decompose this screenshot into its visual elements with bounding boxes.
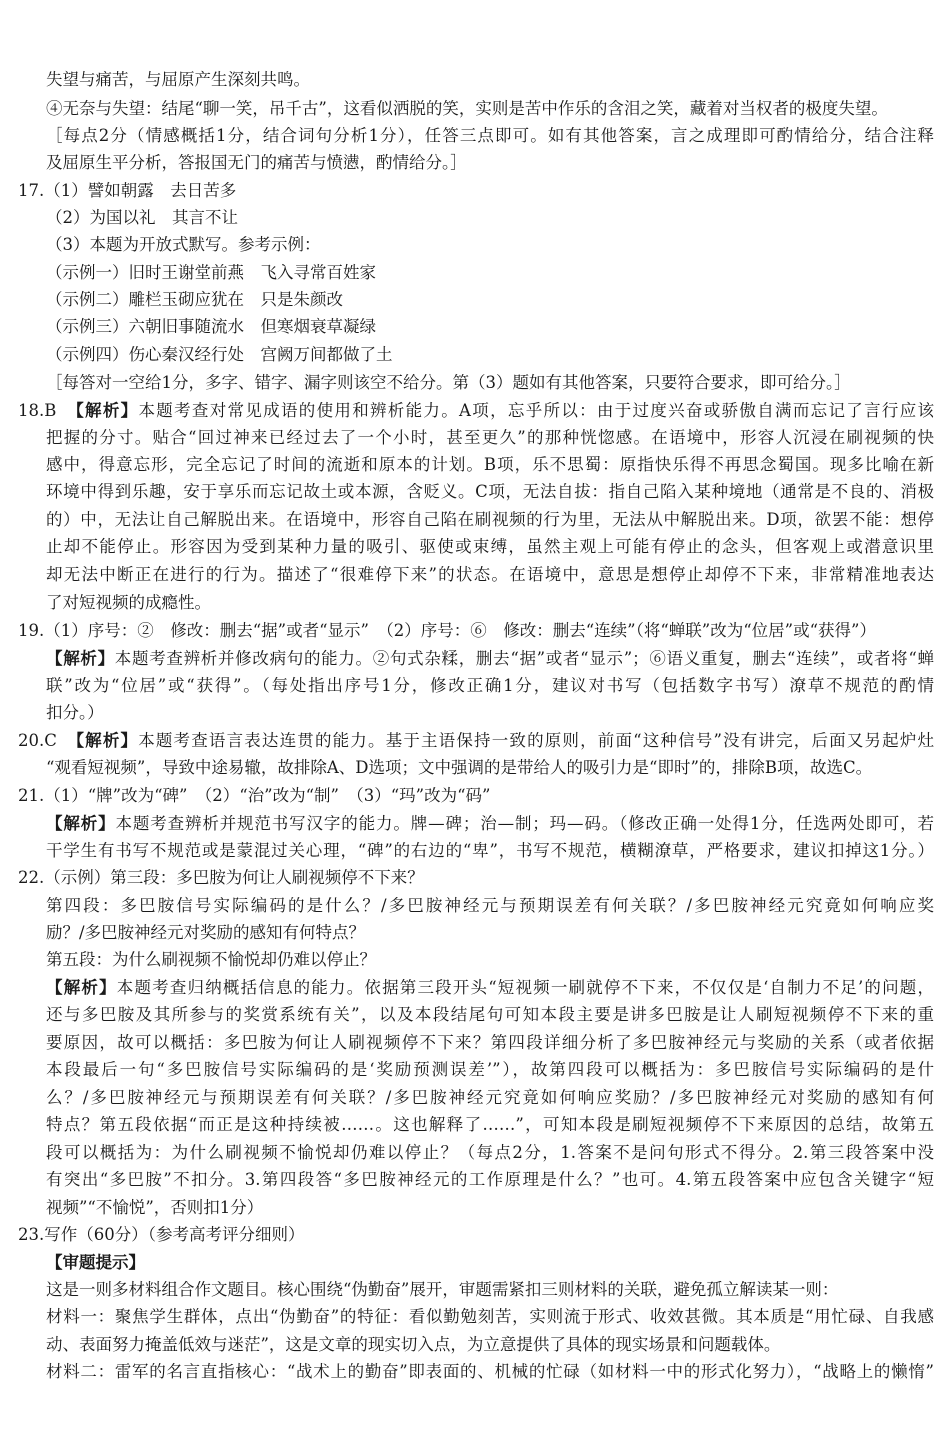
text-segment: 及屈原生平分析，答报国无门的痛苦与愤懑，酌情给分。］ xyxy=(46,153,467,172)
text-segment: ④无奈与失望：结尾“聊一笑，吊千古”，这看似洒脱的笑，实则是苦中作乐的含泪之笑，藏着对当权者的极度失望。 xyxy=(46,99,888,118)
text-segment: 特点？第五段依据“而正是这种持续被……。这也解释了……”，可知本段是刷短视频停不下来原因的总结，故第五 xyxy=(46,1115,934,1134)
text-segment: 21.（1）“牌”改为“碑” （2）“治”改为“制” （3）“玛”改为“码” xyxy=(18,786,491,805)
text-segment: 动、表面努力掩盖低效与迷茫”，这是文章的现实切入点，为立意提供了具体的现实场景和问题载体。 xyxy=(46,1335,781,1354)
text-line xyxy=(46,1166,934,1193)
text-line xyxy=(46,699,934,726)
text-line xyxy=(46,1056,934,1083)
text-segment: 联”改为“位居”或“获得”。（每处指出序号1分，修改正确1分，建议对书写（包括数字书写）潦草不规范的酌情 xyxy=(46,676,934,695)
text-segment: “观看短视频”，导致中途易辙，故排除A、D选项；文中强调的是带给人的吸引力是“即时”的，排除B项，故选C。 xyxy=(46,758,873,777)
text-line xyxy=(46,837,934,864)
text-segment: 本题考查辨析并规范书写汉字的能力。牌—碑；治—制；玛—码。（修改正确一处得1分，任选两处即可，若 xyxy=(115,814,934,833)
text-line xyxy=(46,66,934,93)
text-segment: 要原因，故可以概括：多巴胺为何让人刷视频停不下来？第四段详细分析了多巴胺神经元与奖励的关系（或者依据 xyxy=(46,1033,934,1052)
text-line xyxy=(46,1303,934,1330)
text-line xyxy=(46,313,934,340)
text-segment: 本段最后一句“多巴胺信号实际编码的是‘奖励预测误差’”），故第四段可以概括为：多巴胺信号实际编码的是什 xyxy=(46,1060,934,1079)
text-line xyxy=(46,946,934,973)
text-segment: 失望与痛苦，与屈原产生深刻共鸣。 xyxy=(46,70,310,89)
text-line xyxy=(46,533,934,560)
text-segment: 干学生有书写不规范或是蒙混过关心理，“碑”的右边的“卑”，书写不规范，横糊潦草，严格要求，建议扣掉这1分。） xyxy=(46,841,934,860)
text-segment: ［每点2分（情感概括1分，结合词句分析1分），任答三点即可。如有其他答案，言之成理即可酌情给分，结合注释 xyxy=(46,126,934,145)
text-segment: 本题考查辨析并修改病句的能力。②句式杂糅，删去“据”或者“显示”；⑥语义重复，删去“连续”，或者将“蝉 xyxy=(114,649,934,668)
text-line xyxy=(46,974,934,1001)
text-line xyxy=(46,259,934,286)
text-segment: 20.C xyxy=(18,731,76,750)
text-line xyxy=(46,645,934,672)
text-segment: 19.（1）序号：② 修改：删去“据”或者“显示” （2）序号：⑥ 修改：删去“连续”（将“蝉联”改为“位居”或“获得”） xyxy=(18,621,876,640)
text-line xyxy=(46,451,934,478)
text-segment: （2）为国以礼 其言不让 xyxy=(46,208,238,227)
text-line xyxy=(18,1221,934,1248)
text-line xyxy=(46,204,934,231)
text-segment: （3）本题为开放式默写。参考示例： xyxy=(46,235,321,254)
text-line xyxy=(46,1358,934,1385)
section-tag: 【解析】 xyxy=(75,401,139,420)
text-line xyxy=(46,892,934,919)
text-line xyxy=(46,1084,934,1111)
text-segment: 材料一：聚焦学生群体，点出“伪勤奋”的特征：看似勤勉刻苦，实则流于形式、收效甚微。其本质是“用忙碌、自我感 xyxy=(46,1307,934,1326)
text-line xyxy=(46,478,934,505)
text-segment: 却无法中断正在进行的行为。描述了“很难停下来”的状态。在语境中，意思是想停止却停不下来，非常精准地表达 xyxy=(46,565,934,584)
text-segment: 感中，得意忘形，完全忘记了时间的流逝和原本的计划。B项，乐不思蜀：原指快乐得不再思念蜀国。现多比喻在新 xyxy=(46,455,934,474)
text-line xyxy=(46,672,934,699)
text-segment: 把握的分寸。贴合“回过神来已经过去了一个小时，甚至更久”的那种恍惚感。在语境中，形容人沉浸在刷视频的快 xyxy=(46,428,934,447)
text-line xyxy=(46,149,934,176)
text-line xyxy=(46,506,934,533)
section-tag: 【解析】 xyxy=(75,731,139,750)
section-tag: 【解析】 xyxy=(46,814,116,833)
text-line xyxy=(18,397,934,424)
text-segment: 止却不能停止。形容因为受到某种力量的吸引、驱使或束缚，虽然主观上可能有停止的念头，但客观上或潜意识里 xyxy=(46,537,934,556)
text-segment: 段可以概括为：为什么刷视频不愉悦却仍难以停止？（每点2分，1.答案不是问句形式不得分。2.第三段答案中没 xyxy=(46,1143,934,1162)
text-line xyxy=(46,341,934,368)
text-segment: 材料二：雷军的名言直指核心：“战术上的勤奋”即表面的、机械的忙碌（如材料一中的形式化努力），“战略上的懒惰” xyxy=(46,1362,934,1381)
text-segment: 了对短视频的成瘾性。 xyxy=(46,593,211,612)
text-line xyxy=(46,589,934,616)
text-segment: 励？/多巴胺神经元对奖励的感知有何特点？ xyxy=(46,923,366,942)
text-segment: （示例三）六朝旧事随流水 但寒烟衰草凝绿 xyxy=(46,317,376,336)
text-line xyxy=(46,231,934,258)
text-segment: 第四段：多巴胺信号实际编码的是什么？/多巴胺神经元与预期误差有何关联？/多巴胺神经元究竟如何响应奖 xyxy=(46,896,934,915)
text-line xyxy=(46,1249,934,1276)
text-segment: 17.（1）譬如朝露 去日苦多 xyxy=(18,181,237,200)
text-segment: 视频”“不愉悦”，否则扣1分） xyxy=(46,1198,264,1217)
text-line xyxy=(46,1111,934,1138)
text-segment: 有突出“多巴胺”不扣分。3.第四段答“多巴胺神经元的工作原理是什么？”也可。4.第五段答案中应包含关键字“短 xyxy=(46,1170,934,1189)
text-line xyxy=(46,95,934,122)
text-line xyxy=(46,369,934,396)
text-segment: （示例四）伤心秦汉经行处 宫阙万间都做了土 xyxy=(46,345,393,364)
text-segment: 本题考查归纳概括信息的能力。依据第三段开头“短视频一刷就停不下来，不仅仅是‘自制力不足’的问题， xyxy=(116,978,934,997)
text-line xyxy=(46,1276,934,1303)
text-segment: （示例二）雕栏玉砌应犹在 只是朱颜改 xyxy=(46,290,343,309)
text-line xyxy=(46,1139,934,1166)
section-tag: 【解析】 xyxy=(46,649,115,668)
section-tag: 【审题提示】 xyxy=(46,1253,145,1272)
text-segment: 么？/多巴胺神经元与预期误差有何关联？/多巴胺神经元究竟如何响应奖励？/多巴胺神经元对奖励的感知有何 xyxy=(46,1088,934,1107)
text-segment: 的）中，无法让自己解脱出来。在语境中，形容自己陷在刷视频的行为里，无法从中解脱出来。D项，欲罢不能：想停 xyxy=(46,510,934,529)
section-tag: 【解析】 xyxy=(46,978,117,997)
text-segment: 扣分。） xyxy=(46,703,104,722)
text-segment: ［每答对一空给1分，多字、错字、漏字则该空不给分。第（3）题如有其他答案，只要符合要求，即可给分。］ xyxy=(46,373,851,392)
text-line xyxy=(46,561,934,588)
text-line xyxy=(18,727,934,754)
text-line xyxy=(18,782,934,809)
text-segment: 23.写作（60分）（参考高考评分细则） xyxy=(18,1225,305,1244)
text-segment: （示例一）旧时王谢堂前燕 飞入寻常百姓家 xyxy=(46,263,376,282)
text-line xyxy=(46,919,934,946)
text-line xyxy=(46,1331,934,1358)
text-line xyxy=(46,810,934,837)
text-line xyxy=(46,424,934,451)
text-line xyxy=(46,1029,934,1056)
text-segment: 第五段：为什么刷视频不愉悦却仍难以停止？ xyxy=(46,950,376,969)
text-segment: 22.（示例）第三段：多巴胺为何让人刷视频停不下来？ xyxy=(18,868,424,887)
text-segment: 环境中得到乐趣，安于享乐而忘记故土或本源，含贬义。C项，无法自拔：指自己陷入某种境地（通常是不良的、消极 xyxy=(46,482,934,501)
text-line xyxy=(46,122,934,149)
text-segment: 本题考查对常见成语的使用和辨析能力。A项，忘乎所以：由于过度兴奋或骄傲自满而忘记了言行应该 xyxy=(138,401,934,420)
text-segment: 还与多巴胺及其所参与的奖赏系统有关”，以及本段结尾句可知本段主要是讲多巴胺是让人刷短视频停不下来的重 xyxy=(46,1005,934,1024)
text-line xyxy=(18,864,934,891)
text-line xyxy=(46,1194,934,1221)
text-segment: 18.B xyxy=(18,401,76,420)
text-segment: 这是一则多材料组合作文题目。核心围绕“伪勤奋”展开，审题需紧扣三则材料的关联，避免孤立解读某一则： xyxy=(46,1280,839,1299)
text-line xyxy=(18,177,934,204)
text-line xyxy=(46,286,934,313)
text-line xyxy=(46,754,934,781)
text-segment: 本题考查语言表达连贯的能力。基于主语保持一致的原则，前面“这种信号”没有讲完，后面又另起炉灶 xyxy=(138,731,934,750)
text-line xyxy=(18,617,934,644)
text-line xyxy=(46,1001,934,1028)
